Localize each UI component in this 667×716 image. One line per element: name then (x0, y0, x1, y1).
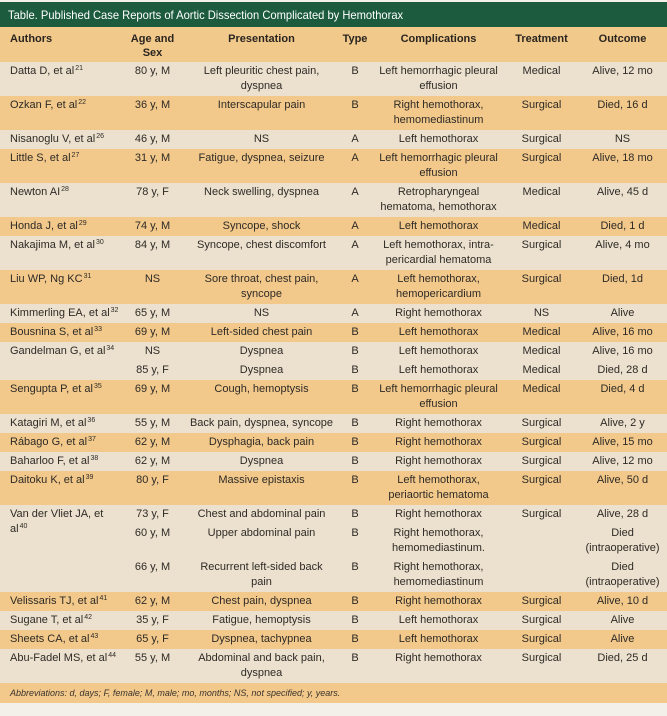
cell-presentation: Upper abdominal pain (185, 524, 338, 558)
cell-treatment: Surgical (505, 96, 578, 130)
cell-outcome: Alive, 4 mo (578, 236, 667, 270)
cell-outcome: Alive (578, 611, 667, 630)
author-name: Abu-Fadel MS, et al (10, 652, 108, 664)
cell-age-sex: 73 y, F (120, 505, 185, 524)
cell-complications: Right hemothorax (372, 592, 505, 611)
reference-number: 36 (87, 417, 96, 424)
cell-author (0, 433, 120, 452)
cell-presentation: NS (185, 304, 338, 323)
reference-number: 37 (88, 436, 96, 443)
author-name: Sheets CA, et al (10, 633, 90, 645)
cell-complications: Right hemothorax (372, 649, 505, 683)
table-row (0, 414, 667, 433)
cell-age-sex: 74 y, M (120, 217, 185, 236)
reference-number: 29 (78, 220, 87, 227)
cell-author (0, 630, 120, 649)
author-name: Sengupta P, et al (10, 383, 93, 395)
table-row (0, 62, 667, 96)
cell-presentation: Dyspnea (185, 342, 338, 361)
cell-complications: Left hemorrhagic pleural effusion (372, 62, 505, 96)
cell-age-sex: 62 y, M (120, 592, 185, 611)
table-row (0, 505, 667, 524)
reference-number: 34 (106, 345, 115, 352)
cell-complications: Left hemorrhagic pleural effusion (372, 149, 505, 183)
cell-outcome: Alive, 12 mo (578, 62, 667, 96)
cell-age-sex: 69 y, M (120, 323, 185, 342)
cell-author (0, 304, 120, 323)
cell-age-sex: 62 y, M (120, 452, 185, 471)
cell-author (0, 149, 120, 183)
cell-author (0, 217, 120, 236)
cell-outcome: Died, 25 d (578, 649, 667, 683)
table-row (0, 270, 667, 304)
reference-number: 35 (93, 383, 102, 390)
cell-complications: Right hemothorax (372, 304, 505, 323)
author-name: Sugane T, et al (10, 614, 84, 626)
cell-outcome: Alive, 12 mo (578, 452, 667, 471)
reference-number: 33 (94, 326, 102, 333)
author-name: Rábago G, et al (10, 436, 88, 448)
cell-author (0, 380, 120, 414)
cell-presentation: Dyspnea (185, 361, 338, 380)
column-header-treatment: Treatment (505, 27, 578, 62)
cell-type: B (338, 630, 372, 649)
cell-outcome: Alive (578, 630, 667, 649)
cell-age-sex: 85 y, F (120, 361, 185, 380)
cell-complications: Left hemothorax (372, 323, 505, 342)
reference-number: 30 (95, 239, 104, 246)
table-row (0, 304, 667, 323)
cell-age-sex: 31 y, M (120, 149, 185, 183)
column-header-age-sex: Age and Sex (120, 27, 185, 62)
table-row (0, 183, 667, 217)
table-row (0, 611, 667, 630)
cell-type: B (338, 62, 372, 96)
cell-presentation: Massive epistaxis (185, 471, 338, 505)
author-name: Honda J, et al (10, 220, 78, 232)
cell-author (0, 96, 120, 130)
reference-number: 42 (84, 614, 92, 621)
cell-complications: Left hemothorax (372, 217, 505, 236)
cell-presentation: Cough, hemoptysis (185, 380, 338, 414)
cell-author (0, 471, 120, 505)
table-row (0, 471, 667, 505)
cell-outcome: Died, 1d (578, 270, 667, 304)
table-row (0, 630, 667, 649)
cell-complications: Left hemothorax (372, 361, 505, 380)
cell-type: B (338, 361, 372, 380)
cell-type: A (338, 236, 372, 270)
cell-outcome: Died (intraoperative) (578, 558, 667, 592)
cell-treatment: Surgical (505, 149, 578, 183)
cell-treatment: Surgical (505, 505, 578, 524)
cell-author (0, 183, 120, 217)
table-row (0, 149, 667, 183)
author-name: Baharloo F, et al (10, 455, 90, 467)
cell-presentation: Dyspnea (185, 452, 338, 471)
cell-type: B (338, 649, 372, 683)
cell-type: B (338, 611, 372, 630)
cell-age-sex: 84 y, M (120, 236, 185, 270)
table-title: Table. Published Case Reports of Aortic Dissection Complicated by Hemothorax (8, 8, 404, 22)
reference-number: 38 (90, 455, 99, 462)
cell-age-sex: 65 y, M (120, 304, 185, 323)
cell-author (0, 270, 120, 304)
cell-type: A (338, 304, 372, 323)
reference-number: 22 (78, 99, 87, 106)
cell-complications: Right hemothorax (372, 452, 505, 471)
column-header-complications: Complications (372, 27, 505, 62)
table-row (0, 323, 667, 342)
cell-treatment: Surgical (505, 611, 578, 630)
cell-age-sex: 80 y, F (120, 471, 185, 505)
table-row (0, 217, 667, 236)
cell-author (0, 236, 120, 270)
cell-outcome: Alive, 15 mo (578, 433, 667, 452)
reference-number: 43 (90, 633, 99, 640)
author-name: Datta D, et al (10, 65, 75, 77)
cell-author (0, 505, 120, 592)
cell-presentation: Syncope, chest discomfort (185, 236, 338, 270)
reference-number: 40 (19, 523, 28, 530)
cell-presentation: Dysphagia, back pain (185, 433, 338, 452)
cell-presentation: Left pleuritic chest pain, dyspnea (185, 62, 338, 96)
cell-type: B (338, 414, 372, 433)
cell-type: B (338, 505, 372, 524)
table-row (0, 592, 667, 611)
cell-author (0, 62, 120, 96)
cell-treatment: Surgical (505, 236, 578, 270)
cell-outcome: Alive, 18 mo (578, 149, 667, 183)
reference-number: 26 (96, 133, 105, 140)
cell-age-sex: 80 y, M (120, 62, 185, 96)
reference-number: 28 (61, 186, 69, 193)
cell-age-sex: 35 y, F (120, 611, 185, 630)
cell-presentation: Sore throat, chest pain, syncope (185, 270, 338, 304)
cell-complications: Left hemothorax, periaortic hematoma (372, 471, 505, 505)
cell-age-sex: 65 y, F (120, 630, 185, 649)
cell-outcome: NS (578, 130, 667, 149)
reference-number: 41 (99, 595, 108, 602)
author-name: Ozkan F, et al (10, 99, 78, 111)
cell-outcome: Alive, 2 y (578, 414, 667, 433)
cell-type: B (338, 558, 372, 592)
cell-treatment (505, 558, 578, 592)
cell-outcome: Died, 1 d (578, 217, 667, 236)
cell-complications: Right hemothorax (372, 414, 505, 433)
cell-type: B (338, 96, 372, 130)
cell-complications: Left hemothorax, hemopericardium (372, 270, 505, 304)
cell-complications: Retropharyngeal hematoma, hemothorax (372, 183, 505, 217)
header-row (0, 27, 667, 62)
table-row (0, 96, 667, 130)
cell-treatment: Medical (505, 342, 578, 361)
cell-type: A (338, 149, 372, 183)
cell-complications: Left hemothorax, intra-pericardial hematoma (372, 236, 505, 270)
cell-outcome: Died, 28 d (578, 361, 667, 380)
cell-age-sex: 46 y, M (120, 130, 185, 149)
case-reports-table (0, 27, 667, 703)
table-row (0, 130, 667, 149)
cell-treatment: Medical (505, 62, 578, 96)
cell-author (0, 592, 120, 611)
cell-author (0, 342, 120, 380)
cell-author (0, 649, 120, 683)
author-name: Gandelman G, et al (10, 345, 106, 357)
table-row (0, 236, 667, 270)
cell-type: B (338, 524, 372, 558)
cell-treatment: Surgical (505, 414, 578, 433)
cell-treatment: Medical (505, 217, 578, 236)
cell-treatment: Medical (505, 323, 578, 342)
cell-treatment: Medical (505, 361, 578, 380)
reference-number: 31 (83, 273, 92, 280)
column-header-presentation: Presentation (185, 27, 338, 62)
cell-complications: Right hemothorax (372, 505, 505, 524)
table-row (0, 649, 667, 683)
cell-treatment: Medical (505, 183, 578, 217)
cell-outcome: Alive (578, 304, 667, 323)
author-name: Liu WP, Ng KC (10, 273, 83, 285)
cell-outcome: Died, 16 d (578, 96, 667, 130)
cell-presentation: Fatigue, dyspnea, seizure (185, 149, 338, 183)
cell-age-sex: 62 y, M (120, 433, 185, 452)
cell-presentation: Fatigue, hemoptysis (185, 611, 338, 630)
cell-complications: Left hemothorax (372, 611, 505, 630)
cell-age-sex: 36 y, M (120, 96, 185, 130)
cell-presentation: Back pain, dyspnea, syncope (185, 414, 338, 433)
cell-treatment: Surgical (505, 649, 578, 683)
table-row (0, 380, 667, 414)
cell-treatment: Surgical (505, 452, 578, 471)
reference-number: 39 (85, 474, 94, 481)
cell-age-sex: 55 y, M (120, 414, 185, 433)
cell-age-sex: NS (120, 342, 185, 361)
cell-age-sex: 69 y, M (120, 380, 185, 414)
cell-presentation: Neck swelling, dyspnea (185, 183, 338, 217)
cell-complications: Right hemothorax, hemomediastinum (372, 96, 505, 130)
author-name: Nakajima M, et al (10, 239, 95, 251)
cell-type: A (338, 217, 372, 236)
cell-type: A (338, 270, 372, 304)
cell-outcome: Alive, 16 mo (578, 323, 667, 342)
cell-treatment: Surgical (505, 433, 578, 452)
author-name: Nisanoglu V, et al (10, 133, 96, 145)
abbreviations-footnote: Abbreviations: d, days; F, female; M, male; mo, months; NS, not specified; y, years. (0, 683, 667, 703)
cell-age-sex: 60 y, M (120, 524, 185, 558)
cell-treatment: Surgical (505, 130, 578, 149)
author-name: Newton AI (10, 186, 61, 198)
cell-complications: Right hemothorax, hemomediastinum (372, 558, 505, 592)
reference-number: 27 (71, 152, 80, 159)
cell-author (0, 323, 120, 342)
cell-treatment (505, 524, 578, 558)
cell-complications: Left hemothorax (372, 130, 505, 149)
cell-treatment: Surgical (505, 471, 578, 505)
cell-type: B (338, 433, 372, 452)
cell-presentation: Dyspnea, tachypnea (185, 630, 338, 649)
cell-outcome: Died (intraoperative) (578, 524, 667, 558)
cell-outcome: Alive, 16 mo (578, 342, 667, 361)
cell-presentation: Chest pain, dyspnea (185, 592, 338, 611)
author-name: Van der Vliet JA, et al (10, 508, 104, 535)
cell-presentation: Left-sided chest pain (185, 323, 338, 342)
author-name: Velissaris TJ, et al (10, 595, 99, 607)
cell-complications: Left hemothorax (372, 342, 505, 361)
column-header-type: Type (338, 27, 372, 62)
cell-author (0, 414, 120, 433)
cell-type: B (338, 380, 372, 414)
table-row (0, 342, 667, 361)
cell-treatment: Surgical (505, 630, 578, 649)
cell-presentation: Recurrent left-sided back pain (185, 558, 338, 592)
table-row (0, 452, 667, 471)
cell-outcome: Alive, 10 d (578, 592, 667, 611)
cell-presentation: Abdominal and back pain, dyspnea (185, 649, 338, 683)
cell-complications: Left hemorrhagic pleural effusion (372, 380, 505, 414)
cell-age-sex: 78 y, F (120, 183, 185, 217)
cell-presentation: Interscapular pain (185, 96, 338, 130)
cell-type: A (338, 130, 372, 149)
cell-presentation: NS (185, 130, 338, 149)
reference-number: 21 (75, 65, 83, 72)
cell-presentation: Chest and abdominal pain (185, 505, 338, 524)
cell-complications: Right hemothorax (372, 433, 505, 452)
cell-type: B (338, 452, 372, 471)
cell-treatment: Medical (505, 380, 578, 414)
cell-type: B (338, 592, 372, 611)
author-name: Katagiri M, et al (10, 417, 87, 429)
column-header-outcome: Outcome (578, 27, 667, 62)
author-name: Little S, et al (10, 152, 71, 164)
author-name: Bousnina S, et al (10, 326, 94, 338)
cell-type: A (338, 183, 372, 217)
reference-number: 44 (108, 652, 117, 659)
author-name: Daitoku K, et al (10, 474, 85, 486)
reference-number: 32 (110, 307, 119, 314)
cell-outcome: Died, 4 d (578, 380, 667, 414)
cell-presentation: Syncope, shock (185, 217, 338, 236)
cell-age-sex: 55 y, M (120, 649, 185, 683)
cell-outcome: Alive, 50 d (578, 471, 667, 505)
footnote-row (0, 683, 667, 703)
cell-type: B (338, 323, 372, 342)
cell-age-sex: 66 y, M (120, 558, 185, 592)
cell-author (0, 452, 120, 471)
cell-type: B (338, 342, 372, 361)
cell-type: B (338, 471, 372, 505)
column-header-authors: Authors (0, 27, 120, 62)
cell-complications: Left hemothorax (372, 630, 505, 649)
cell-author (0, 611, 120, 630)
cell-age-sex: NS (120, 270, 185, 304)
author-name: Kimmerling EA, et al (10, 307, 110, 319)
cell-author (0, 130, 120, 149)
cell-outcome: Alive, 45 d (578, 183, 667, 217)
table-row (0, 433, 667, 452)
table-title-bar (0, 2, 667, 27)
cell-treatment: Surgical (505, 592, 578, 611)
cell-treatment: NS (505, 304, 578, 323)
cell-complications: Right hemothorax, hemomediastinum. (372, 524, 505, 558)
cell-outcome: Alive, 28 d (578, 505, 667, 524)
cell-treatment: Surgical (505, 270, 578, 304)
